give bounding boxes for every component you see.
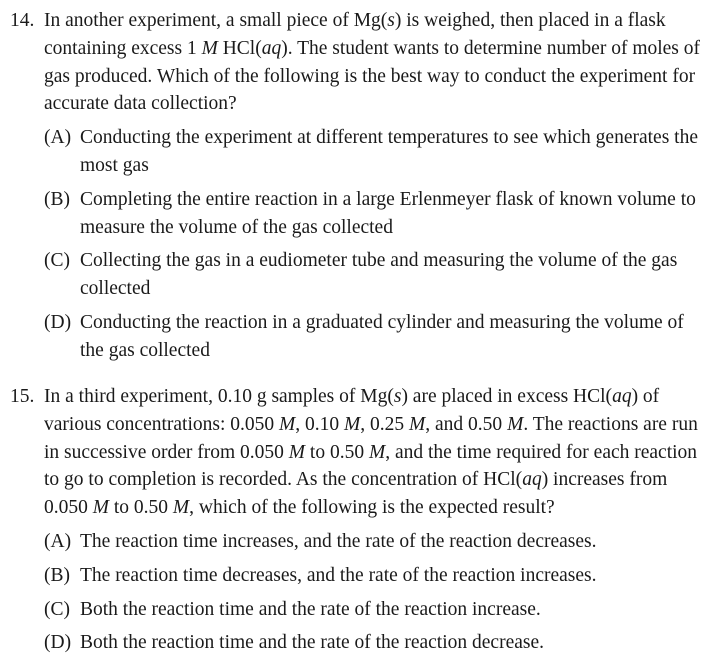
question-15 [10, 383, 706, 663]
option-b[interactable] [44, 186, 706, 242]
stem-text-run: In another experiment, a small piece of Mg( [44, 10, 388, 31]
option-letter: (A) [44, 530, 72, 552]
stem-italic-run: M [92, 497, 109, 519]
option-text: Conducting the reaction in a graduated cylinder and measuring the volume of the gas collected [80, 311, 684, 361]
option-letter: (D) [44, 311, 72, 333]
stem-italic-run: s [387, 10, 395, 31]
stem-italic-run: aq [522, 469, 542, 491]
stem-text-run: , 0.10 [295, 413, 345, 435]
question-number: 14. [10, 10, 35, 31]
stem-italic-run: aq [261, 37, 282, 59]
answer-options [44, 124, 706, 364]
option-letter: (D) [44, 632, 72, 654]
stem-text-run: HCl( [217, 37, 262, 59]
stem-italic-run: M [507, 413, 524, 435]
stem-italic-run: M [201, 37, 218, 59]
stem-italic-run: M [344, 413, 361, 435]
stem-text-run: ) are placed in excess HCl( [401, 386, 613, 407]
stem-text-run: , 0.25 [360, 413, 410, 435]
stem-italic-run: s [393, 386, 402, 407]
option-letter: (C) [44, 598, 70, 620]
stem-italic-run: M [279, 413, 296, 435]
option-a[interactable] [44, 528, 706, 556]
option-text: Both the reaction time and the rate of the reaction increase. [80, 598, 541, 620]
stem-text-run: , and the time required for each reaction to go to completion is recorded. As the concentration of HCl( [44, 441, 698, 491]
option-d[interactable] [44, 629, 706, 657]
question-14 [10, 7, 706, 371]
question-number: 15. [10, 386, 35, 407]
option-text: The reaction time increases, and the rate of the reaction decreases. [80, 530, 597, 552]
option-text: Collecting the gas in a eudiometer tube and measuring the volume of the gas collected [80, 250, 678, 300]
stem-text-run: In a third experiment, 0.10 g samples of Mg( [44, 386, 394, 407]
stem-italic-run: M [172, 497, 190, 519]
option-c[interactable] [44, 596, 706, 624]
option-b[interactable] [44, 562, 706, 590]
stem-italic-run: M [288, 441, 306, 463]
question-stem [44, 7, 706, 118]
option-letter: (C) [44, 250, 70, 272]
stem-italic-run: M [368, 441, 386, 463]
stem-text-run: , which of the following is the expected result? [189, 497, 555, 519]
answer-options [44, 528, 706, 657]
stem-text-run: . The reactions are run in successive order from 0.050 [44, 413, 698, 463]
option-d[interactable] [44, 309, 706, 365]
option-c[interactable] [44, 247, 706, 303]
option-text: Conducting the experiment at different temperatures to see which generates the most gas [80, 127, 698, 176]
option-a[interactable] [44, 124, 706, 180]
question-stem [44, 383, 706, 522]
stem-text-run: to 0.50 [109, 497, 173, 519]
option-letter: (B) [44, 564, 70, 586]
stem-italic-run: aq [612, 386, 632, 407]
stem-text-run: ) increases from 0.050 [44, 469, 668, 519]
stem-text-run: ) is weighed, then placed in a flask containing excess 1 [44, 10, 666, 59]
stem-italic-run: M [409, 413, 426, 435]
option-letter: (A) [44, 127, 72, 149]
stem-text-run: ). The student wants to determine number of moles of gas produced. Which of the following is the best way to conduct the experiment for accurate data collection? [44, 37, 701, 115]
option-text: Completing the entire reaction in a large Erlenmeyer flask of known volume to measure the volume of the gas collected [80, 188, 696, 238]
option-text: The reaction time decreases, and the rate of the reaction increases. [80, 564, 597, 586]
option-letter: (B) [44, 188, 70, 210]
stem-text-run: to 0.50 [305, 441, 369, 463]
stem-text-run: ) of various concentrations: 0.050 [44, 386, 660, 435]
stem-text-run: , and 0.50 [425, 413, 508, 435]
option-text: Both the reaction time and the rate of the reaction decrease. [80, 632, 544, 654]
